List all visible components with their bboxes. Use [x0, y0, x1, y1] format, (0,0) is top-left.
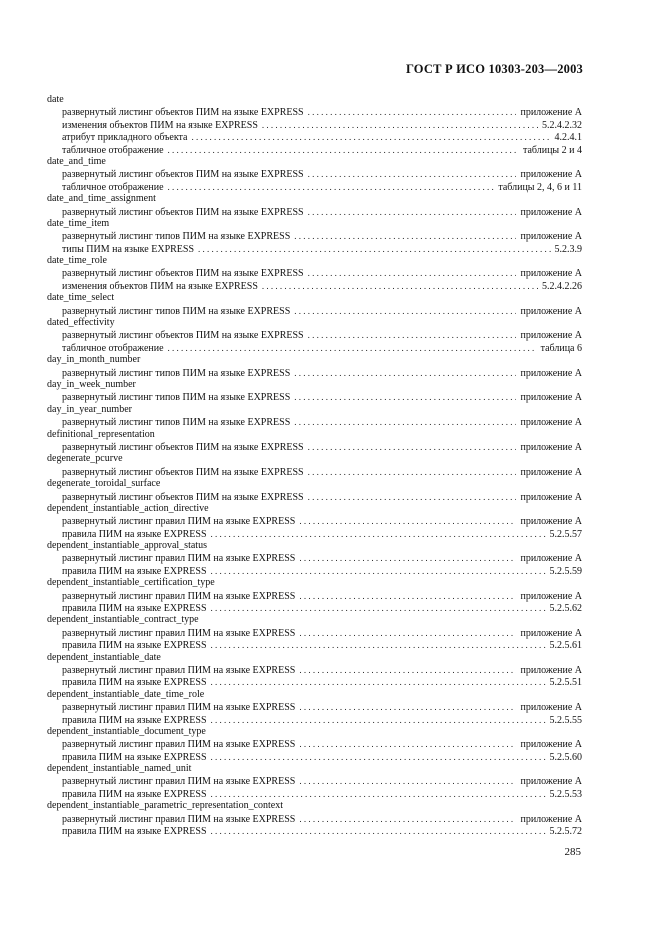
index-reference-row — [47, 552, 582, 564]
index-term: degenerate_toroidal_surface — [47, 478, 161, 490]
dot-leader — [308, 168, 517, 180]
dot-leader — [262, 280, 538, 292]
reference-target: 5.2.5.60 — [549, 751, 582, 763]
document-header: ГОСТ Р ИСО 10303-203—2003 — [405, 62, 583, 76]
dot-leader — [211, 565, 546, 577]
reference-label: развернутый листинг правил ПИМ на языке EXPRESS — [62, 702, 296, 714]
index-term: day_in_year_number — [47, 403, 132, 415]
reference-label: развернутый листинг объектов ПИМ на языке EXPRESS — [62, 268, 304, 280]
index-reference-row — [47, 775, 582, 787]
reference-label: правила ПИМ на языке EXPRESS — [62, 528, 207, 540]
reference-label: табличное отображение — [62, 342, 164, 354]
index-term: dependent_instantiable_action_directive — [47, 502, 209, 514]
reference-label: развернутый листинг типов ПИМ на языке EXPRESS — [62, 367, 291, 379]
reference-target: таблицы 2, 4, 6 и 11 — [498, 181, 582, 193]
reference-target: 5.2.5.62 — [549, 603, 582, 615]
index-term: dependent_instantiable_date_time_role — [47, 688, 205, 700]
index-term: dependent_instantiable_named_unit — [47, 763, 192, 775]
reference-target: приложение А — [520, 107, 582, 119]
reference-label: правила ПИМ на языке EXPRESS — [62, 640, 207, 652]
index-term: date — [47, 94, 64, 105]
reference-target: 5.2.5.61 — [549, 640, 582, 652]
index-term: definitional_representation — [47, 428, 155, 440]
index-reference-row — [47, 416, 582, 428]
reference-target: 5.2.5.57 — [549, 528, 582, 540]
reference-target: приложение А — [520, 491, 582, 503]
index-reference-row — [47, 206, 582, 218]
index-reference-row — [47, 565, 582, 577]
reference-label: правила ПИМ на языке EXPRESS — [62, 714, 207, 726]
reference-label: изменения объектов ПИМ на языке EXPRESS — [62, 119, 258, 131]
reference-target: приложение А — [520, 702, 582, 714]
dot-leader — [168, 342, 537, 354]
index-reference-row — [47, 280, 582, 292]
dot-leader — [211, 825, 546, 837]
index-term: date_and_time — [47, 155, 106, 167]
reference-label: развернутый листинг правил ПИМ на языке EXPRESS — [62, 776, 296, 788]
reference-target: 5.2.4.2.26 — [542, 280, 582, 292]
index-term: day_in_week_number — [47, 378, 136, 390]
dot-leader — [308, 441, 517, 453]
index-reference-row — [47, 243, 582, 255]
index-reference-row — [47, 131, 582, 143]
dot-leader — [308, 206, 517, 218]
dot-leader — [299, 701, 516, 713]
index-reference-row — [47, 144, 582, 156]
reference-label: табличное отображение — [62, 181, 164, 193]
index-term: date_time_select — [47, 292, 115, 304]
index-term: date_time_role — [47, 255, 107, 267]
reference-label: правила ПИМ на языке EXPRESS — [62, 677, 207, 689]
reference-target: 5.2.5.51 — [549, 677, 582, 689]
dot-leader — [294, 305, 516, 317]
dot-leader — [211, 639, 546, 651]
reference-target: приложение А — [520, 268, 582, 280]
reference-target: приложение А — [520, 206, 582, 218]
reference-label: развернутый листинг правил ПИМ на языке EXPRESS — [62, 739, 296, 751]
index-reference-row — [47, 342, 582, 354]
index-term: dependent_instantiable_certification_type — [47, 577, 215, 589]
dot-leader — [299, 552, 516, 564]
reference-target: таблицы 2 и 4 — [522, 144, 582, 156]
reference-target: таблица 6 — [540, 342, 582, 354]
index-reference-row — [47, 305, 582, 317]
dot-leader — [299, 590, 516, 602]
reference-target: приложение А — [520, 367, 582, 379]
index-reference-row — [47, 788, 582, 800]
reference-label: развернутый листинг правил ПИМ на языке EXPRESS — [62, 813, 296, 825]
reference-label: правила ПИМ на языке EXPRESS — [62, 751, 207, 763]
reference-target: 4.2.4.1 — [554, 132, 582, 144]
index-reference-row — [47, 391, 582, 403]
reference-label: табличное отображение — [62, 144, 164, 156]
index-term: date_and_time_assignment — [47, 193, 156, 205]
index-reference-row — [47, 491, 582, 503]
reference-label: развернутый листинг объектов ПИМ на языке EXPRESS — [62, 169, 304, 181]
dot-leader — [211, 528, 546, 540]
index-reference-row — [47, 329, 582, 341]
index-reference-row — [47, 466, 582, 478]
dot-leader — [308, 267, 517, 279]
index-reference-row — [47, 230, 582, 242]
index-reference-row — [47, 714, 582, 726]
dot-leader — [299, 515, 516, 527]
index-reference-row — [47, 590, 582, 602]
dot-leader — [211, 676, 546, 688]
index-term: dated_effectivity — [47, 317, 115, 329]
dot-leader — [168, 181, 495, 193]
reference-target: 5.2.5.55 — [549, 714, 582, 726]
index-reference-row — [47, 441, 582, 453]
reference-label: развернутый листинг правил ПИМ на языке EXPRESS — [62, 516, 296, 528]
reference-label: развернутый листинг объектов ПИМ на языке EXPRESS — [62, 330, 304, 342]
reference-label: правила ПИМ на языке EXPRESS — [62, 603, 207, 615]
reference-target: приложение А — [520, 516, 582, 528]
index-reference-row — [47, 267, 582, 279]
reference-label: развернутый листинг типов ПИМ на языке EXPRESS — [62, 231, 291, 243]
dot-leader — [262, 119, 538, 131]
reference-label: изменения объектов ПИМ на языке EXPRESS — [62, 280, 258, 292]
index-reference-row — [47, 168, 582, 180]
reference-label: развернутый листинг объектов ПИМ на языке EXPRESS — [62, 107, 304, 119]
index-reference-row — [47, 639, 582, 651]
index-reference-row — [47, 825, 582, 837]
reference-target: приложение А — [520, 664, 582, 676]
reference-label: правила ПИМ на языке EXPRESS — [62, 565, 207, 577]
reference-label: развернутый листинг правил ПИМ на языке EXPRESS — [62, 590, 296, 602]
reference-label: правила ПИМ на языке EXPRESS — [62, 788, 207, 800]
page-number: 285 — [564, 846, 581, 858]
reference-target: приложение А — [520, 776, 582, 788]
dot-leader — [299, 738, 516, 750]
index-reference-row — [47, 106, 582, 118]
reference-target: приложение А — [520, 813, 582, 825]
reference-target: приложение А — [520, 330, 582, 342]
index-term: day_in_month_number — [47, 354, 141, 366]
index-list — [47, 94, 582, 837]
dot-leader — [299, 775, 516, 787]
reference-target: 5.2.5.53 — [549, 788, 582, 800]
reference-label: развернутый листинг типов ПИМ на языке EXPRESS — [62, 417, 291, 429]
index-term: dependent_instantiable_contract_type — [47, 614, 199, 626]
reference-target: приложение А — [520, 466, 582, 478]
index-reference-row — [47, 627, 582, 639]
index-reference-row — [47, 738, 582, 750]
dot-leader — [211, 788, 546, 800]
index-reference-row — [47, 676, 582, 688]
reference-label: правила ПИМ на языке EXPRESS — [62, 826, 207, 838]
reference-target: 5.2.5.72 — [549, 826, 582, 838]
reference-target: 5.2.3.9 — [554, 243, 582, 255]
index-term: date_time_item — [47, 217, 110, 229]
index-term: dependent_instantiable_date — [47, 651, 161, 663]
index-term: degenerate_pcurve — [47, 453, 123, 465]
reference-target: 5.2.4.2.32 — [542, 119, 582, 131]
index-reference-row — [47, 813, 582, 825]
dot-leader — [294, 416, 516, 428]
dot-leader — [299, 813, 516, 825]
index-term: dependent_instantiable_parametric_representation_context — [47, 800, 284, 812]
index-reference-row — [47, 515, 582, 527]
reference-target: приложение А — [520, 417, 582, 429]
index-reference-row — [47, 367, 582, 379]
reference-label: развернутый листинг объектов ПИМ на языке EXPRESS — [62, 206, 304, 218]
index-reference-row — [47, 528, 582, 540]
reference-label: развернутый листинг типов ПИМ на языке EXPRESS — [62, 392, 291, 404]
dot-leader — [294, 367, 516, 379]
index-reference-row — [47, 602, 582, 614]
reference-label: типы ПИМ на языке EXPRESS — [62, 243, 195, 255]
dot-leader — [211, 751, 546, 763]
index-reference-row — [47, 751, 582, 763]
dot-leader — [299, 627, 516, 639]
reference-target: 5.2.5.59 — [549, 565, 582, 577]
reference-target: приложение А — [520, 392, 582, 404]
dot-leader — [198, 243, 550, 255]
dot-leader — [294, 391, 516, 403]
dot-leader — [308, 329, 517, 341]
reference-label: развернутый листинг правил ПИМ на языке EXPRESS — [62, 664, 296, 676]
index-term: dependent_instantiable_document_type — [47, 725, 206, 737]
reference-target: приложение А — [520, 627, 582, 639]
dot-leader — [211, 602, 546, 614]
dot-leader — [168, 144, 519, 156]
reference-label: атрибут прикладного объекта — [62, 132, 188, 144]
dot-leader — [192, 131, 551, 143]
dot-leader — [211, 714, 546, 726]
dot-leader — [308, 466, 517, 478]
reference-target: приложение А — [520, 553, 582, 565]
reference-label: развернутый листинг объектов ПИМ на языке EXPRESS — [62, 441, 304, 453]
index-reference-row — [47, 701, 582, 713]
reference-target: приложение А — [520, 441, 582, 453]
reference-target: приложение А — [520, 169, 582, 181]
index-reference-row — [47, 664, 582, 676]
reference-target: приложение А — [520, 739, 582, 751]
reference-target: приложение А — [520, 231, 582, 243]
index-reference-row — [47, 181, 582, 193]
reference-label: развернутый листинг правил ПИМ на языке EXPRESS — [62, 553, 296, 565]
dot-leader — [308, 106, 517, 118]
reference-target: приложение А — [520, 305, 582, 317]
index-term: dependent_instantiable_approval_status — [47, 540, 207, 552]
dot-leader — [294, 230, 516, 242]
reference-label: развернутый листинг правил ПИМ на языке EXPRESS — [62, 627, 296, 639]
index-reference-row — [47, 119, 582, 131]
dot-leader — [299, 664, 516, 676]
reference-target: приложение А — [520, 590, 582, 602]
reference-label: развернутый листинг объектов ПИМ на языке EXPRESS — [62, 466, 304, 478]
reference-label: развернутый листинг объектов ПИМ на языке EXPRESS — [62, 491, 304, 503]
reference-label: развернутый листинг типов ПИМ на языке EXPRESS — [62, 305, 291, 317]
dot-leader — [308, 491, 517, 503]
